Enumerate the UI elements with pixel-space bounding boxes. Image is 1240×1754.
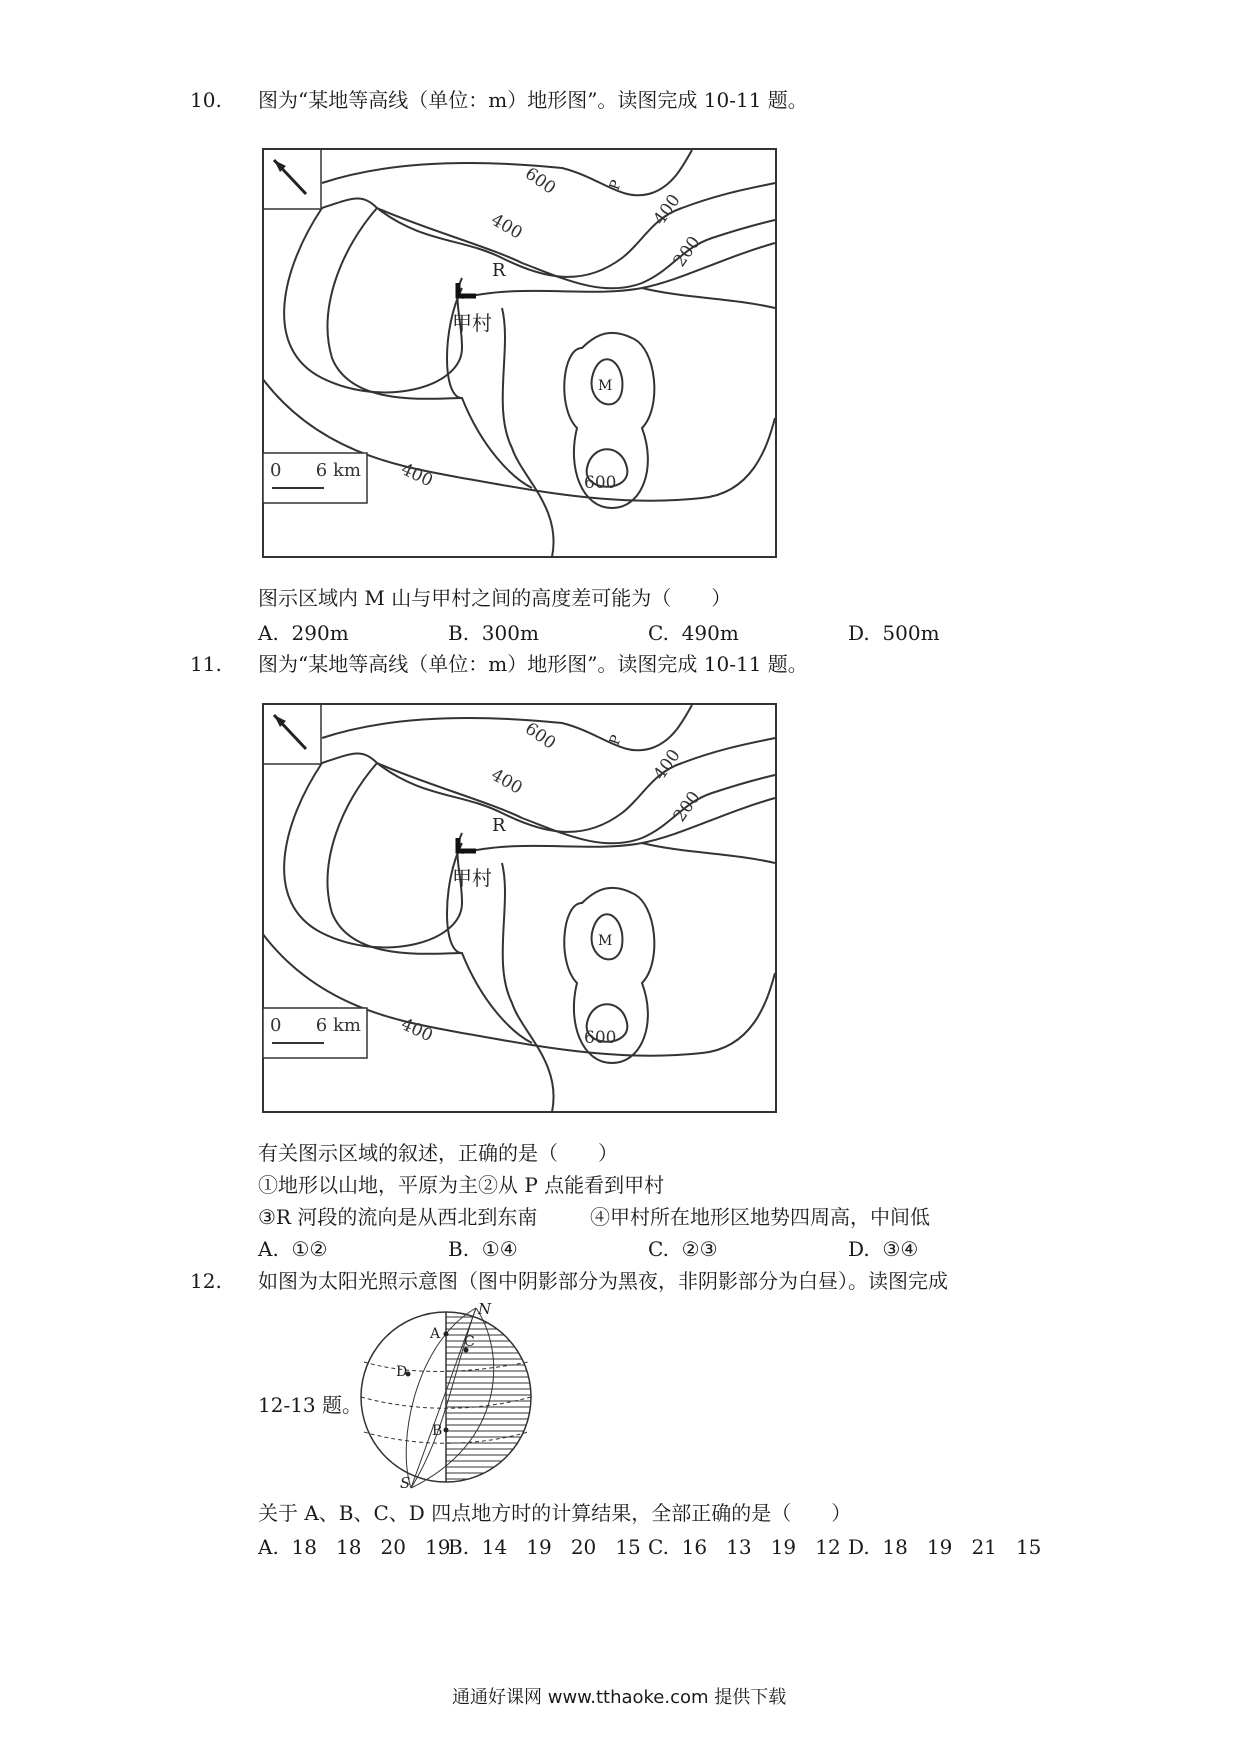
contour-label-200: 200 xyxy=(669,787,705,826)
contour-label-400-top: 400 xyxy=(487,765,526,799)
globe-label-a: A xyxy=(430,1326,441,1342)
contour-map-1 xyxy=(262,148,777,558)
globe-label-n: N xyxy=(478,1302,492,1318)
question-12-option-b[interactable]: B. 14 19 20 15 xyxy=(448,1535,641,1559)
question-11-option-a[interactable]: A. ①② xyxy=(258,1237,328,1261)
river-label: R xyxy=(492,260,506,281)
contour-map-graphic-2 xyxy=(262,703,777,1113)
question-11-number: 11. xyxy=(190,652,222,676)
north-arrow-icon xyxy=(274,160,306,194)
question-10-option-d[interactable]: D. 500m xyxy=(848,621,940,645)
contour-map-2 xyxy=(262,703,777,1113)
point-p-label: P xyxy=(606,733,625,748)
village-label: 甲村 xyxy=(452,311,492,335)
contour-map-graphic xyxy=(262,148,777,558)
question-12-option-a[interactable]: A. 18 18 20 19 xyxy=(258,1535,451,1559)
question-10-option-a[interactable]: A. 290m xyxy=(258,621,349,645)
globe-label-s: S xyxy=(400,1474,411,1490)
globe-label-d: D xyxy=(396,1364,408,1380)
scale-label: 0 6 km xyxy=(270,460,361,481)
contour-label-600-top: 600 xyxy=(521,163,560,199)
mountain-label: M xyxy=(598,378,613,394)
contour-label-200: 200 xyxy=(669,232,705,271)
question-10-stem: 图示区域内 M 山与甲村之间的高度差可能为（ ） xyxy=(258,586,732,610)
contour-label-400-bottom: 400 xyxy=(397,1014,436,1047)
question-11-option-b[interactable]: B. ①④ xyxy=(448,1237,518,1261)
question-11-statement-1: ①地形以山地，平原为主②从 P 点能看到甲村 xyxy=(258,1173,665,1197)
contour-label-600-top: 600 xyxy=(521,718,560,754)
contour-label-600-bottom: 600 xyxy=(584,473,617,493)
scale-label: 0 6 km xyxy=(270,1015,361,1036)
globe-graphic xyxy=(356,1302,536,1490)
question-12-intro-continued: 12-13 题。 xyxy=(258,1393,363,1417)
question-10-number: 10. xyxy=(190,88,222,112)
mountain-label: M xyxy=(598,933,613,949)
globe-label-b: B xyxy=(432,1423,443,1439)
question-12-stem: 关于 A、B、C、D 四点地方时的计算结果，全部正确的是（ ） xyxy=(258,1501,852,1525)
contour-label-400-bottom: 400 xyxy=(397,459,436,492)
question-12-intro: 如图为太阳光照示意图（图中阴影部分为黑夜，非阴影部分为白昼）。读图完成 xyxy=(258,1269,948,1293)
question-10-intro: 图为“某地等高线（单位：m）地形图”。读图完成 10-11 题。 xyxy=(258,88,808,112)
contour-label-400-top: 400 xyxy=(487,210,526,244)
question-12-number: 12. xyxy=(190,1269,222,1293)
question-11-stem: 有关图示区域的叙述，正确的是（ ） xyxy=(258,1141,618,1165)
river-label: R xyxy=(492,815,506,836)
question-11-statement-3: ③R 河段的流向是从西北到东南 xyxy=(258,1205,538,1229)
question-12-option-c[interactable]: C. 16 13 19 12 xyxy=(648,1535,841,1559)
village-label: 甲村 xyxy=(452,866,492,890)
page-footer: 通通好课网 www.tthaoke.com 提供下载 xyxy=(452,1687,787,1708)
globe-label-c: C xyxy=(464,1334,475,1350)
point-p-label: P xyxy=(606,178,625,193)
contour-label-400-right: 400 xyxy=(649,745,685,784)
question-11-statement-4: ④甲村所在地形区地势四周高，中间低 xyxy=(590,1205,930,1229)
question-11-option-c[interactable]: C. ②③ xyxy=(648,1237,718,1261)
contour-label-400-right: 400 xyxy=(649,190,685,229)
sunlight-globe-diagram xyxy=(356,1302,536,1490)
question-10-option-c[interactable]: C. 490m xyxy=(648,621,739,645)
north-arrow-icon xyxy=(274,715,306,749)
contour-label-600-bottom: 600 xyxy=(584,1028,617,1048)
question-12-option-d[interactable]: D. 18 19 21 15 xyxy=(848,1535,1042,1559)
question-11-intro: 图为“某地等高线（单位：m）地形图”。读图完成 10-11 题。 xyxy=(258,652,808,676)
question-11-option-d[interactable]: D. ③④ xyxy=(848,1237,919,1261)
question-10-option-b[interactable]: B. 300m xyxy=(448,621,539,645)
